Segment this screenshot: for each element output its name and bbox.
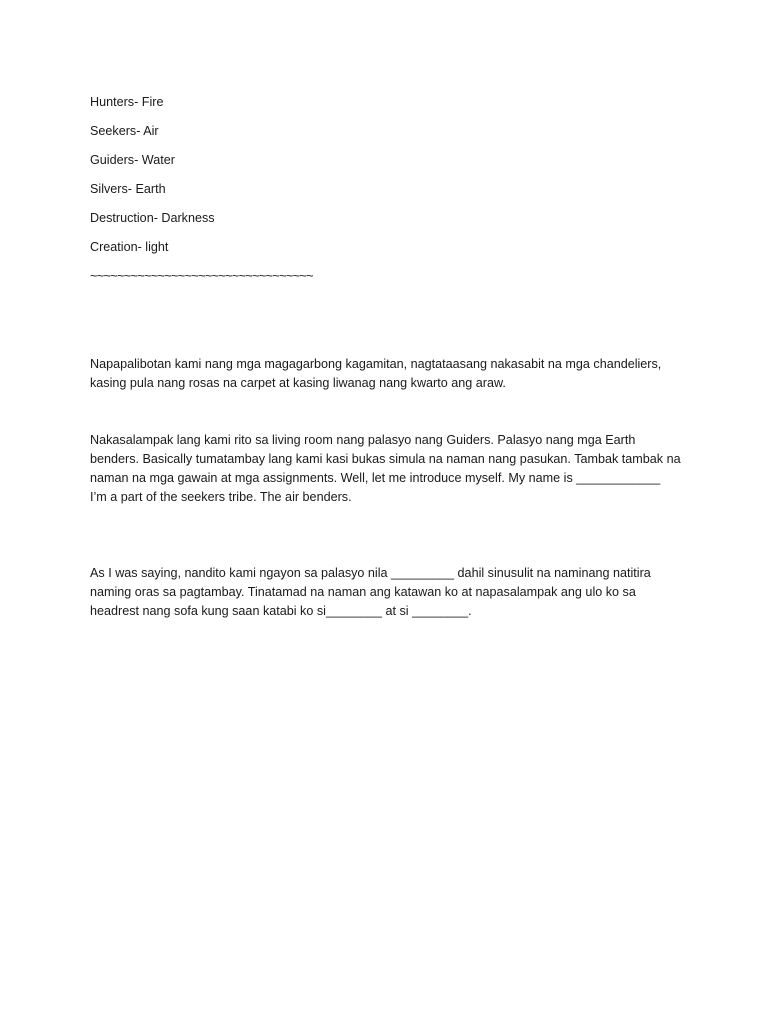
tribe-item-seekers: Seekers- Air [90, 124, 159, 138]
tilde-separator: ~~~~~~~~~~~~~~~~~~~~~~~~~~~~~~~~~ [90, 269, 313, 283]
paragraph-line: Napapalibotan kami nang mga magagarbong kagamitan, nagtataasang nakasabit na mga chandeliers, [90, 357, 662, 371]
tribe-item-destruction: Destruction- Darkness [90, 211, 215, 225]
paragraph-line: naman na mga gawain at mga assignments. Well, let me introduce myself. My name is ____________ [90, 471, 661, 485]
paragraph-line: kasing pula nang rosas na carpet at kasing liwanag nang kwarto ang araw. [90, 376, 506, 390]
tribe-item-silvers: Silvers- Earth [90, 182, 166, 196]
tribe-item-creation: Creation- light [90, 240, 169, 254]
paragraph-line: naming oras sa pagtambay. Tinatamad na naman ang katawan ko at napasalampak ang ulo ko sa [90, 585, 636, 599]
paragraph-3 [90, 564, 690, 621]
paragraph-line: headrest nang sofa kung saan katabi ko si________ at si ________. [90, 604, 472, 618]
paragraph-1 [90, 355, 690, 393]
document-body [90, 93, 690, 621]
tribe-item-guiders: Guiders- Water [90, 153, 175, 167]
paragraph-line: benders. Basically tumatambay lang kami kasi bukas simula na naman nang pasukan. Tambak tambak na [90, 452, 681, 466]
paragraph-line: Nakasalampak lang kami rito sa living room nang palasyo nang Guiders. Palasyo nang mga Earth [90, 433, 636, 447]
paragraph-2 [90, 431, 690, 507]
paragraph-line: As I was saying, nandito kami ngayon sa palasyo nila _________ dahil sinusulit na naminang natitira [90, 566, 651, 580]
tribe-item-hunters: Hunters- Fire [90, 95, 164, 109]
paragraph-line: I’m a part of the seekers tribe. The air benders. [90, 490, 352, 504]
